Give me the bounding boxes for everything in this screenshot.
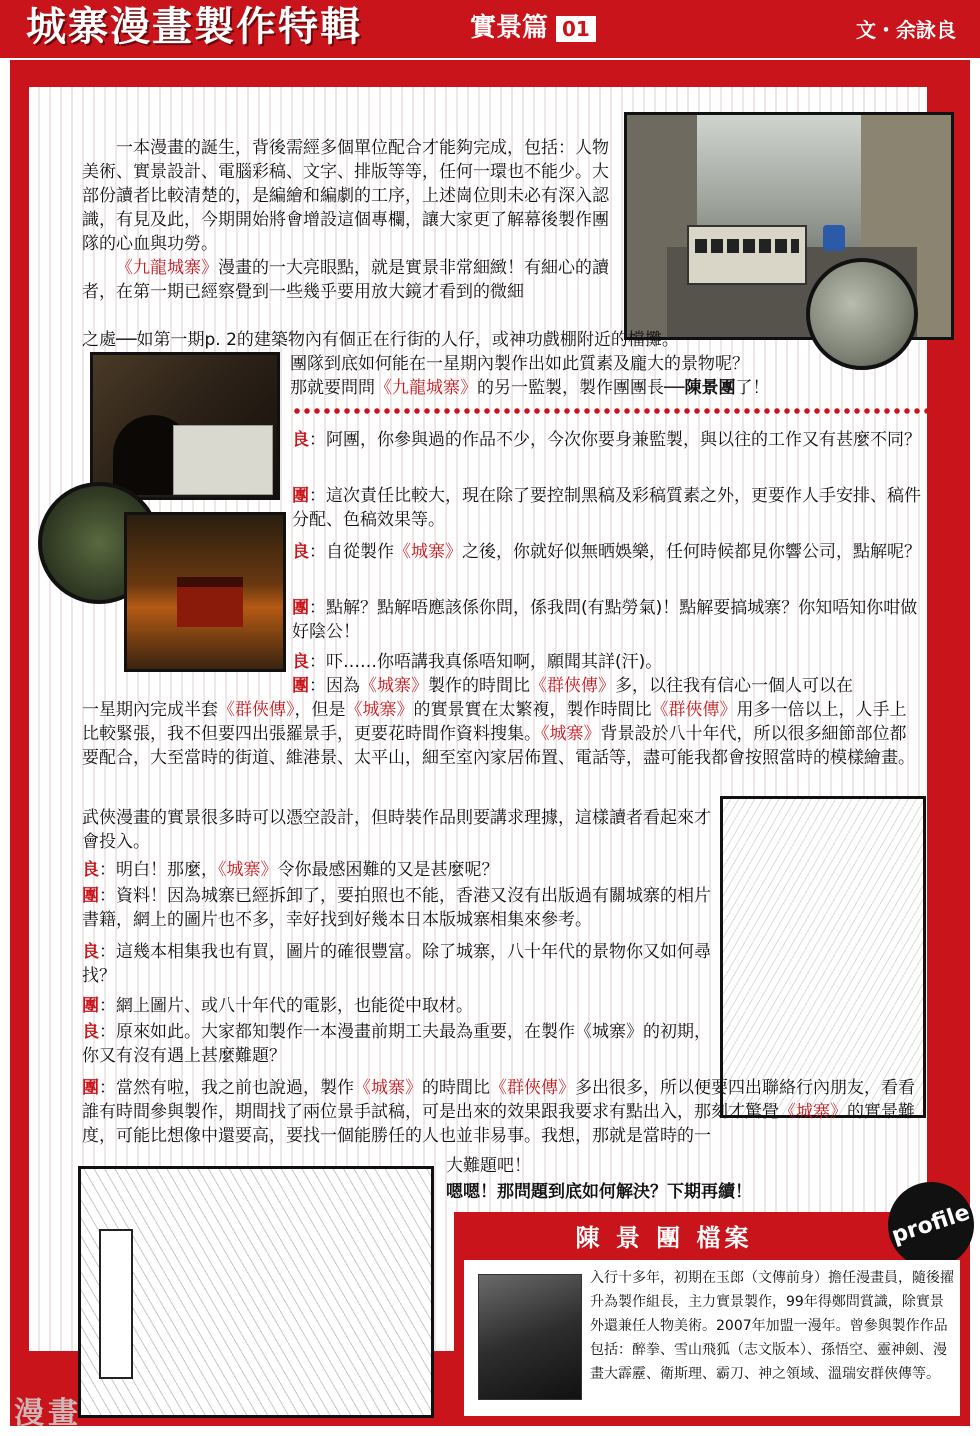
author-credit: 文・余詠良 [856,18,956,42]
question-3: 良：吓……你唔講我真係唔知啊，願聞其詳(汗)。 [292,652,663,672]
profile-badge: profile [877,1171,980,1279]
answer-5: 團：網上圖片、或八十年代的電影，也能從中取材。 [82,996,473,1016]
answer-3-paragraph-2: 武俠漫畫的實景很多時可以憑空設計，但時裝作品則要講求理據，這樣讀者看起來才會投入。 [82,808,711,852]
answer-6: 團：當然有啦，我之前也說過，製作《城寨》的時間比《群俠傳》多出很多，所以便要四出聯絡行內朋友，看看誰有時間參與製作，期間找了兩位景手試稿，可是出來的效果跟我要求有點出入，那刻才驚覺《城寨》的實景難度，可能比想像中還要高，要找一個能勝任的人也並非易事。我想，那就是當時的一 [82,1078,915,1146]
question-1: 良：阿團，你參與過的作品不少，今次你要身兼監製，與以往的工作又有甚麼不同？ [292,430,921,450]
dotted-divider [292,408,928,414]
bus-shape [687,225,807,285]
question-6: 良：原來如此。大家都知製作一本漫畫前期工夫最為重要，在製作《城寨》的初期，你又有沒有遇上甚麼難題？ [82,1022,711,1066]
question-4: 良：明白！那麼，《城寨》令你最感困難的又是甚麼呢？ [82,860,499,880]
answer-3: 團：因為《城寨》製作的時間比《群俠傳》多，以往我有信心一個人可以在 [292,676,853,696]
answer-2: 團：點解？點解唔應該係你問，係我問(有點勞氣)！點解要搞城寨？你知唔知你咁做好陰公！ [292,598,918,642]
profile-box [454,1200,973,1426]
night-scene-image [124,512,286,672]
profile-photo [478,1274,582,1400]
section-name: 實景篇 [470,13,549,43]
issue-number: 01 [556,16,596,42]
car-shape [823,225,845,251]
answer-3-continued: 一星期內完成半套《群俠傳》，但是《城寨》的實景實在太繁複，製作時間比《群俠傳》用多一倍以上，人手上比較緊張，我不但要四出張羅景手，更要花時間作資料搜集。《城寨》背景設於八十年代，所以很多細節部位都要配合，大至當時的街道、維港景、太平山，細至室內家居佈置、電話等，盡可能我都會按照當時的模樣繪畫。 [82,700,915,768]
intro-paragraph-1: 一本漫畫的誕生，背後需經多個單位配合才能夠完成，包括：人物美術、實景設計、電腦彩稿、文字、排版等等，任何一環也不能少。大部份讀者比較清楚的，是編繪和編劇的工序，上述崗位則未必有深入認識，有見及此，今期開始將會增設這個專欄，讓大家更了解幕後製作團隊的心血與功勞。 [82,138,609,254]
question-5: 良：這幾本相集我也有買，圖片的確很豐富。除了城寨，八十年代的景物你又如何尋找？ [82,942,711,986]
studio-photo [90,352,280,500]
answer-6-tail: 大難題吧！ [446,1156,531,1176]
answer-4: 團：資料！因為城寨已經拆卸了，要拍照也不能，香港又沒有出版過有關城寨的相片書籍，網上的圖片也不多，幸好找到好幾本日本版城寨相集來參考。 [82,886,711,930]
manga-panel-image [78,1166,434,1418]
profile-body [464,1260,960,1416]
answer-1: 團：這次責任比較大，現在除了要控制黑稿及彩稿質素之外，更要作人手安排、稿件分配、色稿效果等。 [292,486,921,530]
lead-question: 團隊到底如何能在一星期內製作出如此質素及龐大的景物呢？ 那就要問問《九龍城寨》的另一監製，製作團團長──陳景團了！ [290,354,770,398]
section-label [470,10,596,46]
profile-text: 入行十多年，初期在玉郎（文傳前身）擔任漫畫員，隨後擢升為製作組長，主力實景製作，99年得鄭問賞識，除實景外還兼任人物美術。2007年加盟一漫年。曾參與製作作品包括：醉拳、雪山飛狐（志文版本）、孫悟空、靈神劍、漫畫大霹靂、衛斯理、霸刀、神之領域、溫瑞安群俠傳等。 [590,1270,954,1382]
profile-title: 陳 景 團 檔案 [575,1224,753,1252]
page-title: 城寨漫畫製作特輯 [26,4,362,50]
closing-line: 嗯嗯！那問題到底如何解決？下期再續！ [446,1182,752,1202]
intro-paragraph-2: 《九龍城寨》漫畫的一大亮眼點，就是實景非常細緻！有細心的讀者，在第一期已經察覺到一些幾乎要用放大鏡才看到的微細 [82,258,609,302]
header-band [0,0,980,58]
watermark: 漫畫 [14,1396,82,1431]
question-2: 良：自從製作《城寨》之後，你就好似無晒娛樂，任何時候都見你響公司，點解呢？ [292,542,921,562]
intro-text [82,136,618,304]
pencil-sketch-image [720,796,926,1118]
intro-paragraph-2-tail: 之處──如第一期p. 2的建築物內有個正在行街的人仔，或神功戲棚附近的檔攤。 [82,330,679,350]
